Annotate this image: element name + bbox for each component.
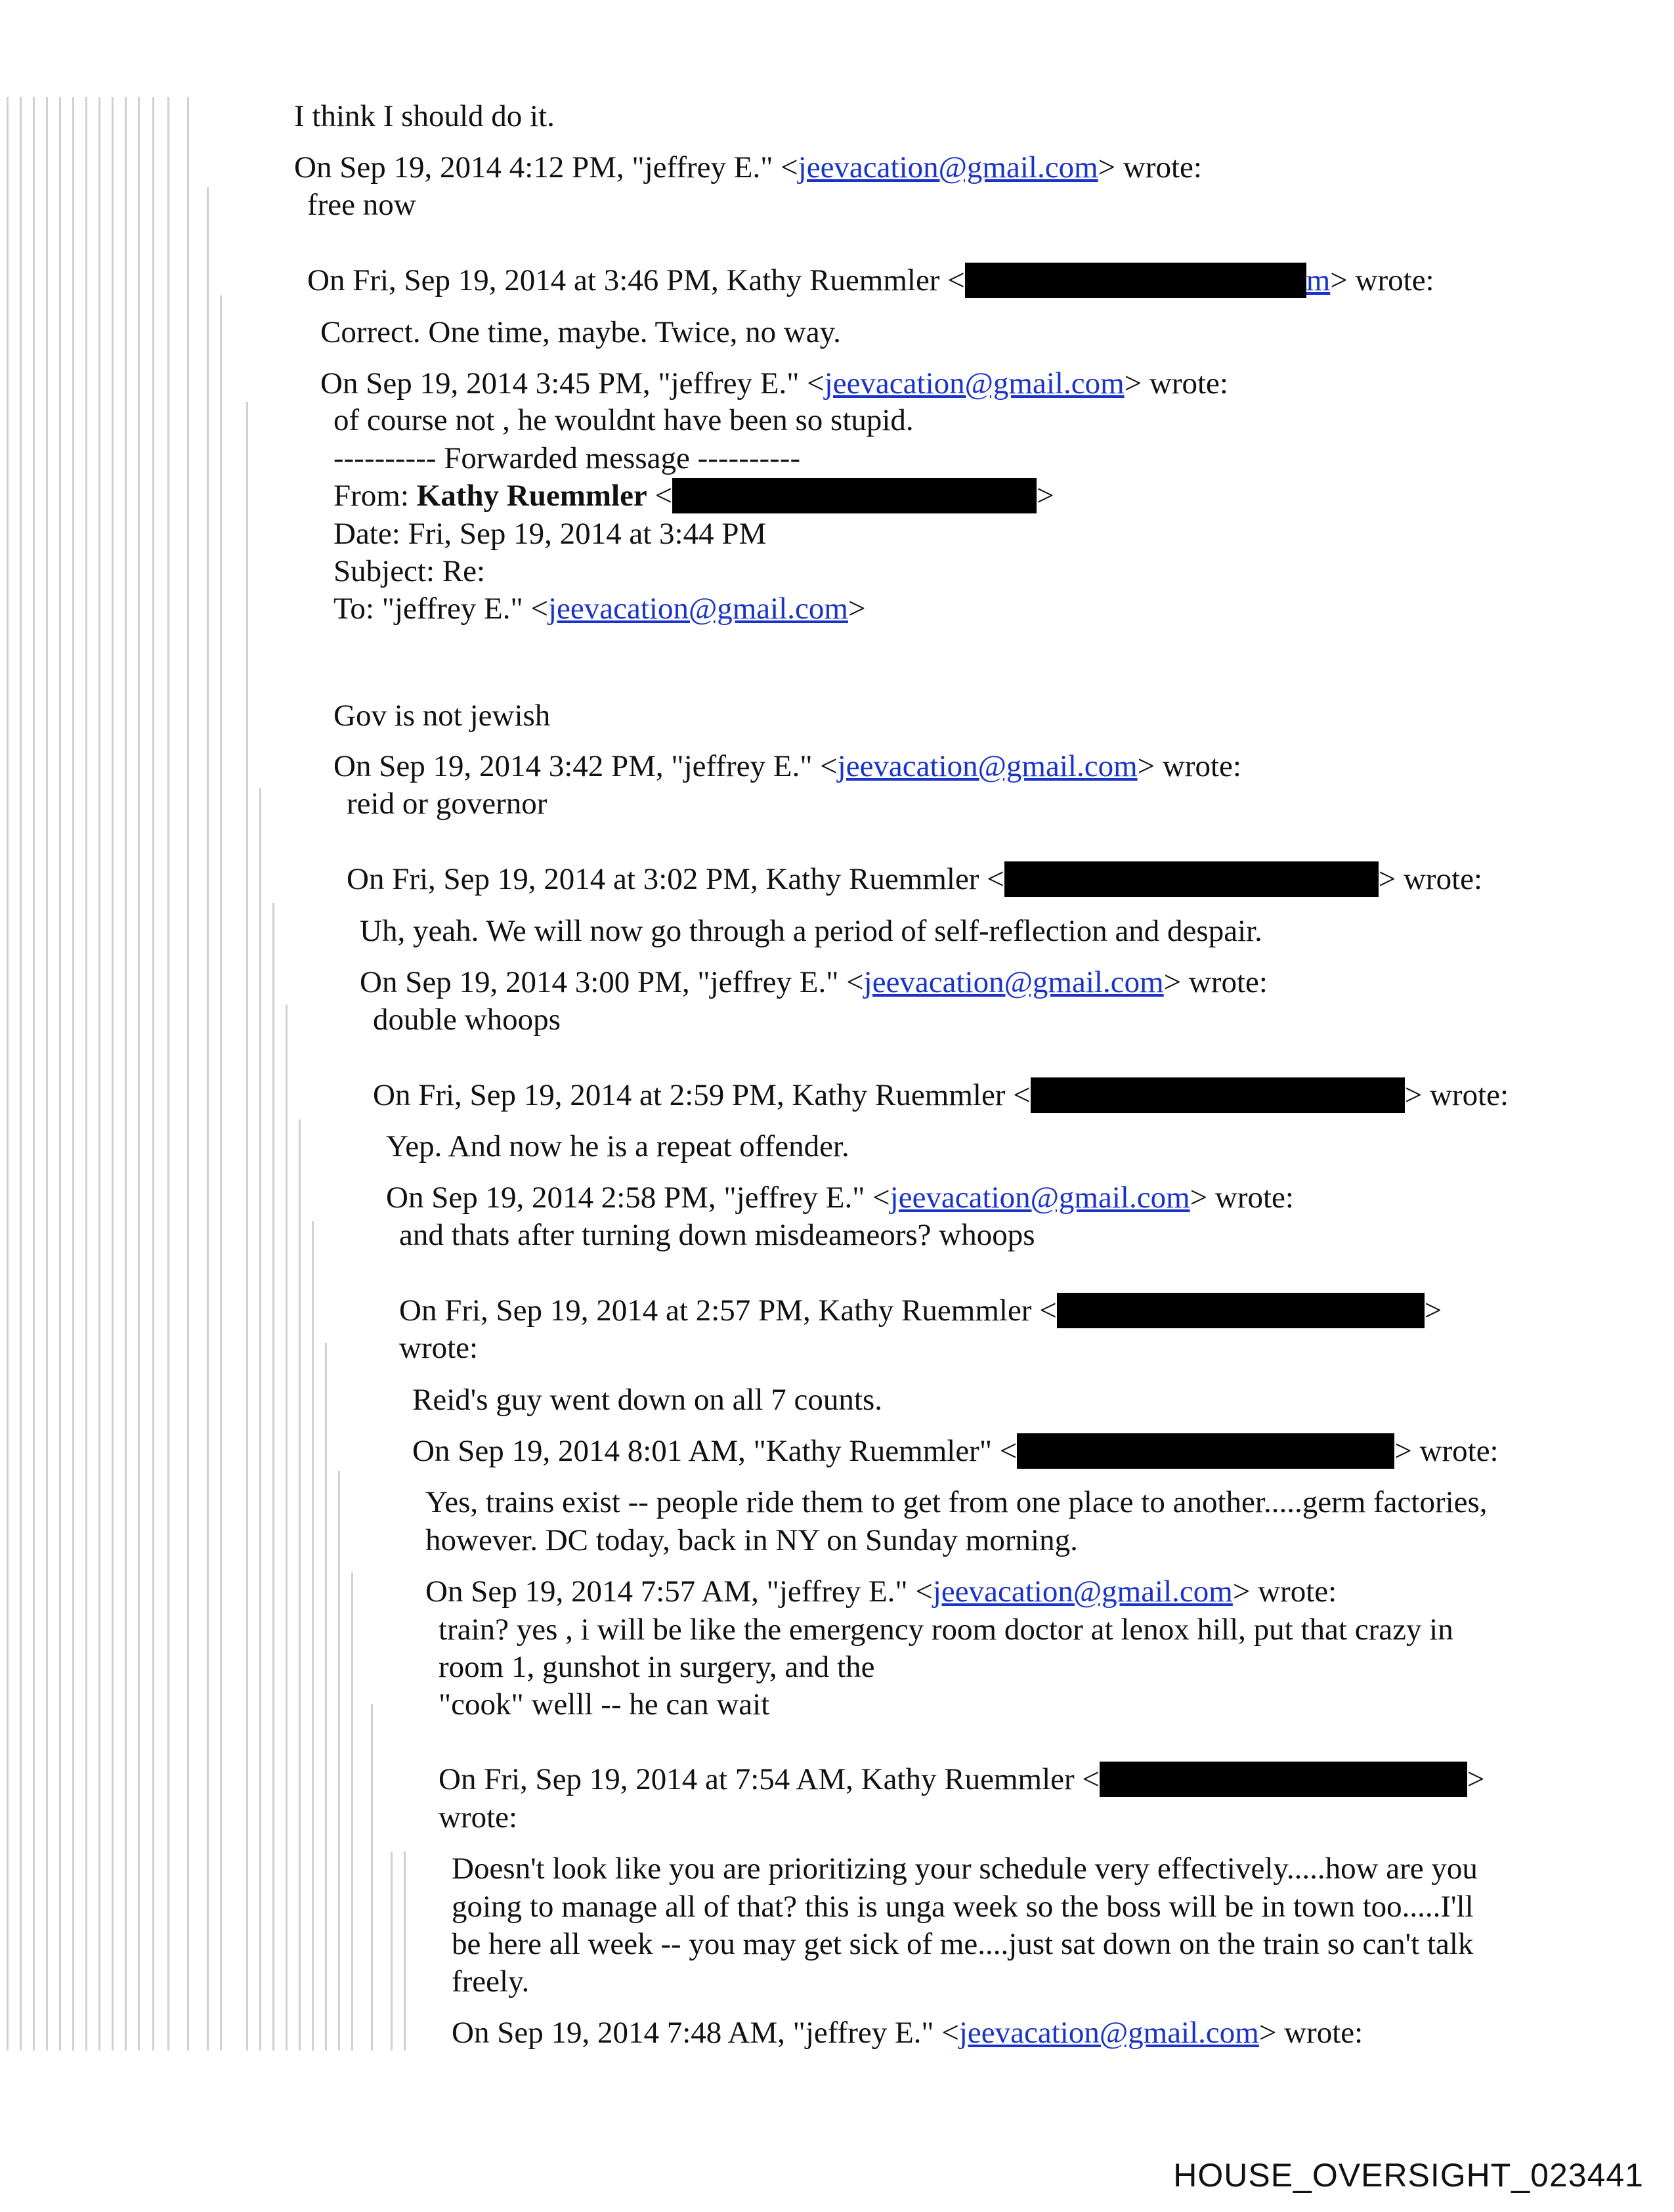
quote-bar bbox=[312, 1221, 314, 2050]
message-text: Yep. And now he is a repeat offender. bbox=[386, 1129, 849, 1163]
quote-bar bbox=[259, 788, 261, 2050]
quote-bar bbox=[7, 97, 9, 2050]
quote-bar bbox=[167, 97, 169, 2050]
quote-bar bbox=[98, 97, 100, 2050]
quote-header: On Fri, Sep 19, 2014 at 3:02 PM, Kathy Ruemmler < > wrote: bbox=[347, 862, 1483, 896]
email-link[interactable]: m bbox=[1306, 263, 1331, 297]
bates-number: HOUSE_OVERSIGHT_023441 bbox=[1173, 2157, 1644, 2194]
quote-bar bbox=[33, 97, 35, 2050]
message-text: Yes, trains exist -- people ride them to get from one place to another.....germ factories, bbox=[425, 1485, 1488, 1519]
quote-bar bbox=[246, 402, 248, 2050]
quote-header: On Sep 19, 2014 7:57 AM, "jeffrey E." <jeevacation@gmail.com> wrote: bbox=[425, 1574, 1337, 1609]
quote-header: On Fri, Sep 19, 2014 at 2:59 PM, Kathy Ruemmler < > wrote: bbox=[373, 1078, 1509, 1112]
email-link[interactable]: jeevacation@gmail.com bbox=[824, 366, 1125, 401]
email-link[interactable]: jeevacation@gmail.com bbox=[863, 965, 1164, 999]
message-text: room 1, gunshot in surgery, and the bbox=[439, 1650, 875, 1684]
quote-header: On Sep 19, 2014 4:12 PM, "jeffrey E." <jeevacation@gmail.com> wrote: bbox=[294, 150, 1202, 184]
quote-bar bbox=[138, 97, 140, 2050]
quote-header: On Fri, Sep 19, 2014 at 3:46 PM, Kathy Ruemmler < m> wrote: bbox=[307, 263, 1434, 297]
quote-bar bbox=[299, 1119, 301, 2050]
quote-bar bbox=[207, 187, 209, 2050]
quote-header: On Sep 19, 2014 3:45 PM, "jeffrey E." <jeevacation@gmail.com> wrote: bbox=[320, 366, 1228, 401]
message-text: free now bbox=[307, 188, 416, 222]
email-link[interactable]: jeevacation@gmail.com bbox=[958, 2016, 1259, 2050]
quote-bar bbox=[20, 97, 22, 2050]
quote-header: On Sep 19, 2014 3:42 PM, "jeffrey E." <jeevacation@gmail.com> wrote: bbox=[333, 749, 1241, 783]
message-text: Uh, yeah. We will now go through a period of self-reflection and despair. bbox=[360, 914, 1262, 948]
message-text: freely. bbox=[452, 1964, 530, 1999]
email-link[interactable]: jeevacation@gmail.com bbox=[890, 1181, 1190, 1215]
quote-header-cont: wrote: bbox=[439, 1800, 518, 1834]
redaction-block bbox=[1100, 1762, 1467, 1797]
message-text: be here all week -- you may get sick of me....just sat down on the train so can't talk bbox=[452, 1927, 1474, 1961]
message-text: Doesn't look like you are prioritizing your schedule very effectively.....how are you bbox=[452, 1852, 1478, 1886]
reply-text: I think I should do it. bbox=[294, 99, 555, 133]
email-link[interactable]: jeevacation@gmail.com bbox=[547, 592, 848, 626]
quote-header: On Sep 19, 2014 7:48 AM, "jeffrey E." <jeevacation@gmail.com> wrote: bbox=[452, 2016, 1363, 2050]
message-text: of course not , he wouldnt have been so stupid. bbox=[333, 403, 914, 437]
quote-bar bbox=[46, 97, 48, 2050]
redaction-block bbox=[1017, 1433, 1394, 1469]
redaction-block bbox=[672, 478, 1037, 513]
quote-bar bbox=[286, 1005, 288, 2050]
quote-header: On Sep 19, 2014 8:01 AM, "Kathy Ruemmler" < > wrote: bbox=[412, 1434, 1499, 1468]
message-text: going to manage all of that? this is unga week so the boss will be in town too.....I'll bbox=[452, 1890, 1474, 1924]
redaction-block bbox=[965, 263, 1306, 298]
email-link[interactable]: jeevacation@gmail.com bbox=[798, 150, 1098, 184]
message-text: double whoops bbox=[373, 1003, 561, 1037]
quote-bar bbox=[112, 97, 114, 2050]
forward-date: Date: Fri, Sep 19, 2014 at 3:44 PM bbox=[333, 517, 767, 551]
quote-bar bbox=[220, 295, 222, 2050]
forward-subject: Subject: Re: bbox=[333, 554, 486, 588]
message-text: Reid's guy went down on all 7 counts. bbox=[412, 1383, 883, 1417]
message-text: "cook" welll -- he can wait bbox=[439, 1687, 770, 1722]
quote-bar bbox=[371, 1704, 373, 2050]
quote-bar bbox=[404, 1852, 406, 2050]
quote-bar bbox=[125, 97, 127, 2050]
message-text: reid or governor bbox=[347, 787, 547, 821]
forward-to: To: "jeffrey E." <jeevacation@gmail.com> bbox=[333, 592, 866, 626]
email-link[interactable]: jeevacation@gmail.com bbox=[837, 749, 1138, 783]
message-text: however. DC today, back in NY on Sunday morning. bbox=[425, 1523, 1078, 1557]
quote-bar bbox=[72, 97, 74, 2050]
quote-bar bbox=[85, 97, 87, 2050]
quote-bar bbox=[187, 97, 189, 2050]
redaction-block bbox=[1057, 1293, 1425, 1328]
quote-header: On Sep 19, 2014 3:00 PM, "jeffrey E." <jeevacation@gmail.com> wrote: bbox=[360, 965, 1268, 999]
message-text: Gov is not jewish bbox=[333, 699, 551, 733]
quote-header-cont: wrote: bbox=[399, 1331, 479, 1365]
redaction-block bbox=[1031, 1077, 1405, 1113]
message-text: train? yes , i will be like the emergency room doctor at lenox hill, put that crazy in bbox=[439, 1613, 1453, 1647]
quote-header: On Fri, Sep 19, 2014 at 2:57 PM, Kathy Ruemmler < > bbox=[399, 1293, 1442, 1328]
message-text: and thats after turning down misdeameors? whoops bbox=[399, 1218, 1035, 1252]
quote-bar bbox=[59, 97, 61, 2050]
quote-bar bbox=[338, 1471, 340, 2050]
quote-bar bbox=[391, 1852, 393, 2050]
quote-header: On Sep 19, 2014 2:58 PM, "jeffrey E." <jeevacation@gmail.com> wrote: bbox=[386, 1181, 1294, 1215]
quote-header: On Fri, Sep 19, 2014 at 7:54 AM, Kathy Ruemmler < > bbox=[439, 1762, 1485, 1796]
quote-bar bbox=[152, 97, 154, 2050]
email-link[interactable]: jeevacation@gmail.com bbox=[932, 1574, 1233, 1609]
message-text: Correct. One time, maybe. Twice, no way. bbox=[320, 315, 841, 349]
redaction-block bbox=[1004, 861, 1379, 897]
quote-bar bbox=[272, 903, 274, 2050]
quote-bar bbox=[351, 1572, 353, 2050]
quote-bar bbox=[325, 1343, 327, 2050]
forward-separator: ---------- Forwarded message ---------- bbox=[333, 441, 801, 475]
forward-from: From: Kathy Ruemmler < > bbox=[333, 479, 1054, 513]
